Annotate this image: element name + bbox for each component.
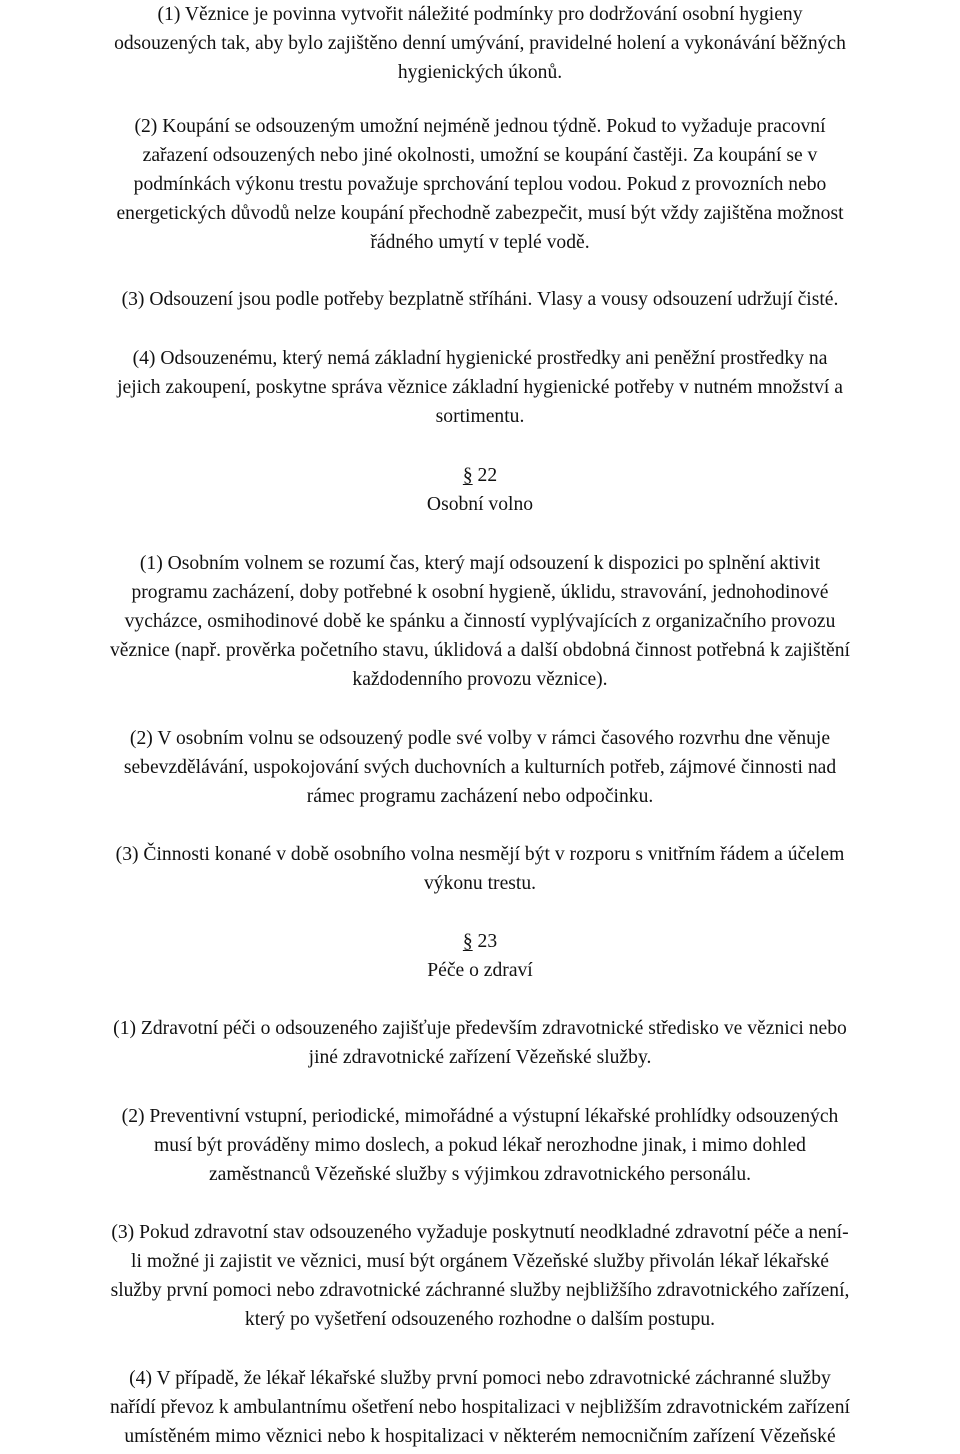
text-line: výkonu trestu. xyxy=(423,873,537,894)
text-line: odsouzených tak, aby bylo zajištěno denní umývání, pravidelné holení a vykonávání běžných xyxy=(114,33,846,54)
text-line: (4) Odsouzenému, který nemá základní hygienické prostředky ani peněžní prostředky na xyxy=(132,348,828,369)
section-title: Péče o zdraví xyxy=(427,960,533,981)
text-line: (2) Koupání se odsouzeným umožní nejméně jednou týdně. Pokud to vyžaduje pracovní xyxy=(134,116,826,137)
text-line: (3) Odsouzení jsou podle potřeby bezplatně stříháni. Vlasy a vousy odsouzení udržují čisté. xyxy=(121,289,839,310)
paragraph-23-4 xyxy=(0,1364,960,1451)
text-line: řádného umytí v teplé vodě. xyxy=(370,232,590,253)
text-line: musí být prováděny mimo doslech, a pokud lékař nerozhodne jinak, i mimo dohled xyxy=(154,1135,806,1156)
text-line: hygienických úkonů. xyxy=(397,62,563,83)
text-line: věznice (např. prověrka početního stavu, úklidová a další obdobná činnost potřebná k zajištění xyxy=(110,640,850,661)
paragraph-23-1 xyxy=(0,1014,960,1072)
paragraph-hygiene-2 xyxy=(0,112,960,257)
text-line: nařídí převoz k ambulantnímu ošetření nebo hospitalizaci v nejbližším zdravotnickém zařízení xyxy=(110,1397,850,1418)
text-line: (3) Pokud zdravotní stav odsouzeného vyžaduje poskytnutí neodkladné zdravotní péče a není- xyxy=(111,1222,849,1243)
text-line: (1) Věznice je povinna vytvořit náležité podmínky pro dodržování osobní hygieny xyxy=(157,4,803,25)
text-line: sortimentu. xyxy=(435,406,525,427)
section-title: Osobní volno xyxy=(426,494,534,515)
section-22-heading xyxy=(0,461,960,519)
text-line: (1) Zdravotní péči o odsouzeného zajišťuje především zdravotnické středisko ve věznici nebo xyxy=(113,1018,847,1039)
paragraph-22-1 xyxy=(0,549,960,694)
text-line: li možné ji zajistit ve věznici, musí být orgánem Vězeňské služby přivolán lékař lékařské xyxy=(131,1251,829,1272)
text-line: programu zacházení, doby potřebné k osobní hygieně, úklidu, stravování, jednohodinové xyxy=(131,582,829,603)
text-line: umístěném mimo věznici nebo k hospitalizaci v některém nemocničním zařízení Vězeňské xyxy=(124,1426,836,1447)
text-line: (2) Preventivní vstupní, periodické, mimořádné a výstupní lékařské prohlídky odsouzených xyxy=(121,1106,839,1127)
text-line: jejich zakoupení, poskytne správa věznice základní hygienické potřeby v nutném množství a xyxy=(117,377,843,398)
paragraph-hygiene-4 xyxy=(0,344,960,431)
paragraph-hygiene-3 xyxy=(0,285,960,314)
text-line: energetických důvodů nelze koupání přechodně zabezpečit, musí být vždy zajištěna možnost xyxy=(116,203,844,224)
text-line: rámec programu zacházení nebo odpočinku. xyxy=(306,786,654,807)
paragraph-hygiene-1 xyxy=(0,0,960,87)
text-line: (2) V osobním volnu se odsouzený podle své volby v rámci časového rozvrhu dne věnuje xyxy=(129,728,831,749)
text-line: sebevzdělávání, uspokojování svých duchovních a kulturních potřeb, zájmové činnosti nad xyxy=(123,757,837,778)
text-line: vycházce, osmihodinové době ke spánku a činností vyplývajících z organizačního provozu xyxy=(124,611,836,632)
section-number-value: 22 xyxy=(472,465,498,486)
section-symbol: § xyxy=(462,465,473,486)
paragraph-22-2 xyxy=(0,724,960,811)
text-line: (4) V případě, že lékař lékařské služby první pomoci nebo zdravotnické záchranné služby xyxy=(129,1368,831,1389)
paragraph-23-3 xyxy=(0,1218,960,1334)
text-line: zařazení odsouzených nebo jiné okolnosti, umožní se koupání častěji. Za koupání se v xyxy=(142,145,818,166)
section-number-value: 23 xyxy=(472,931,498,952)
text-line: podmínkách výkonu trestu považuje sprchování teplou vodou. Pokud z provozních nebo xyxy=(133,174,827,195)
text-line: který po vyšetření odsouzeného rozhodne o dalším postupu. xyxy=(244,1309,716,1330)
text-line: jiné zdravotnické zařízení Vězeňské služby. xyxy=(308,1047,652,1068)
text-line: služby první pomoci nebo zdravotnické záchranné služby nejbližšího zdravotnického zařízení, xyxy=(110,1280,850,1301)
text-line: zaměstnanců Vězeňské služby s výjimkou zdravotnického personálu. xyxy=(208,1164,752,1185)
section-number xyxy=(0,461,960,490)
text-line: každodenního provozu věznice). xyxy=(352,669,608,690)
section-23-heading xyxy=(0,927,960,985)
section-number xyxy=(0,927,960,956)
text-line: (3) Činnosti konané v době osobního volna nesmějí být v rozporu s vnitřním řádem a účelem xyxy=(115,844,845,865)
text-line: (1) Osobním volnem se rozumí čas, který mají odsouzení k dispozici po splnění aktivit xyxy=(139,553,821,574)
paragraph-23-2 xyxy=(0,1102,960,1189)
paragraph-22-3 xyxy=(0,840,960,898)
section-symbol: § xyxy=(462,931,473,952)
